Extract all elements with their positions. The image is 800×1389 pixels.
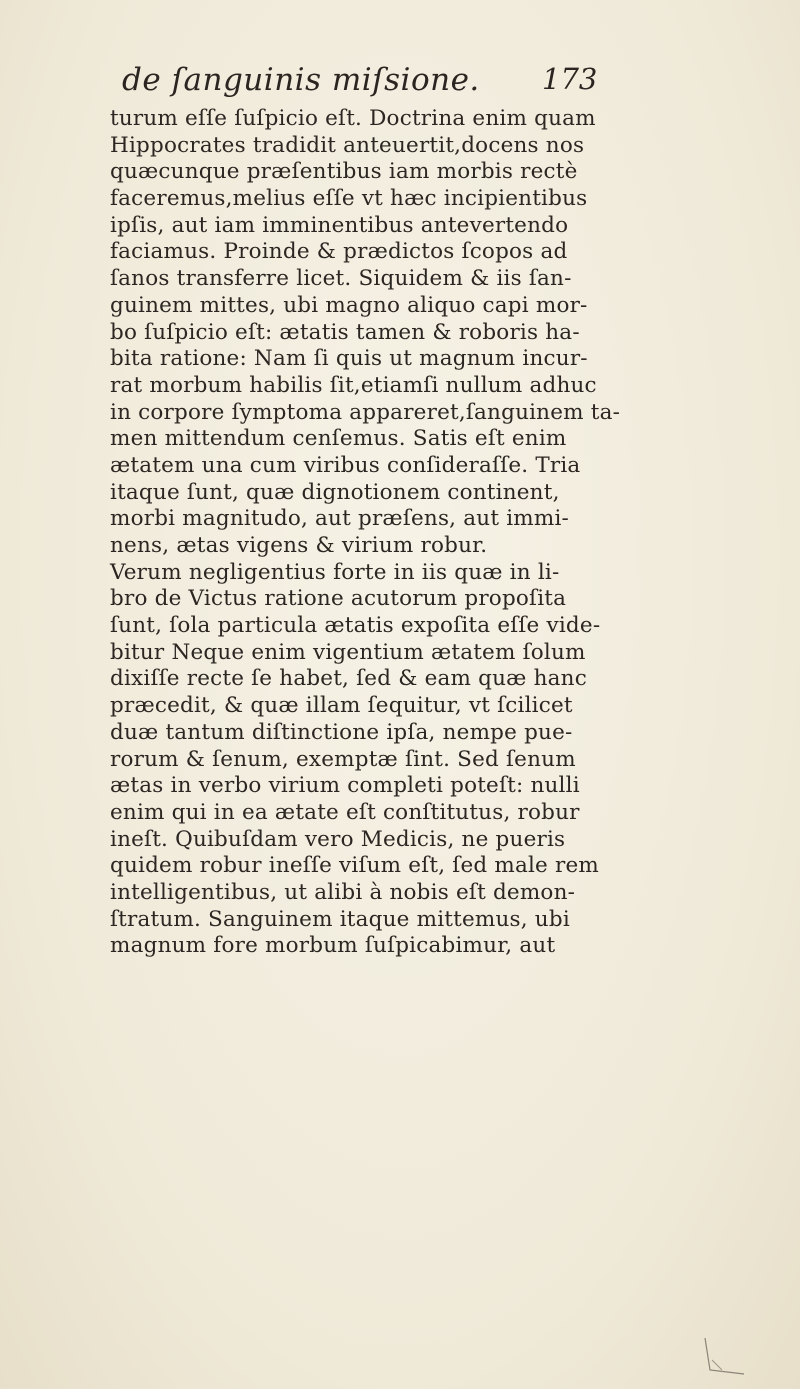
text-line: in corpore ſymptoma appareret,ſanguinem ta- [110,399,621,425]
pencil-corner-mark [700,1330,750,1380]
text-line: ſtratum. Sanguinem itaque mittemus, ubi [110,906,570,932]
text-line: intelligentibus, ut alibi à nobis eſt demon- [110,879,576,905]
body-text [110,106,690,960]
text-line: rorum & ſenum, exemptæ ſint. Sed ſenum [110,746,576,772]
text-line: quidem robur ineſſe viſum eſt, ſed male rem [110,853,600,879]
text-line: bitur Neque enim vigentium ætatem ſolum [110,639,586,665]
text-line: ipſis, aut iam imminentibus antevertendo [110,212,569,238]
text-line: ætatem una cum viribus conſideraſſe. Tria [110,452,581,478]
running-title: de ſanguinis miſsione. [122,62,480,98]
text-line: men mittendum cenſemus. Satis eſt enim [110,426,567,452]
page-number: 173 [542,62,598,96]
text-line: Hippocrates tradidit anteuertit,docens nos [110,132,585,158]
text-line: morbi magnitudo, aut præſens, aut immi- [110,506,569,532]
text-line: duæ tantum diſtinctione ipſa, nempe pue- [110,719,573,745]
text-line: faceremus,melius eſſe vt hæc incipientibus [110,186,588,212]
text-line: enim qui in ea ætate eſt conſtitutus, robur [110,799,580,825]
text-line: ætas in verbo virium completi poteſt: nulli [110,773,580,799]
text-line: bro de Victus ratione acutorum propoſita [110,586,567,612]
text-line: bo ſuſpicio eſt: ætatis tamen & roboris ha- [110,319,580,345]
text-line: dixiſſe recte ſe habet, ſed & eam quæ hanc [110,666,587,692]
running-header [122,62,602,102]
text-line: ſanos transferre licet. Siquidem & iis ſan- [110,266,572,292]
text-line: guinem mittes, ubi magno aliquo capi mor- [110,292,588,318]
text-line: præcedit, & quæ illam ſequitur, vt ſcilicet [110,693,573,719]
text-line: faciamus. Proinde & prædictos ſcopos ad [110,239,568,265]
text-line: rat morbum habilis ſit,etiamſi nullum adhuc [110,372,597,398]
text-line: quæcunque præſentibus iam morbis rectè [110,159,578,185]
text-line: itaque ſunt, quæ dignotionem continent, [110,479,560,505]
text-line: bita ratione: Nam ſi quis ut magnum incur- [110,346,588,372]
text-line: magnum fore morbum ſuſpicabimur, aut [110,933,556,959]
text-line: ſunt, ſola particula ætatis expoſita eſſe vide- [110,613,601,639]
text-line: ineſt. Quibuſdam vero Medicis, ne pueris [110,826,566,852]
text-line: turum eſſe ſuſpicio eſt. Doctrina enim quam [110,106,596,131]
text-line: Verum negligentius forte in iis quæ in li- [110,559,560,585]
text-line: nens, ætas vigens & virium robur. [110,533,488,558]
